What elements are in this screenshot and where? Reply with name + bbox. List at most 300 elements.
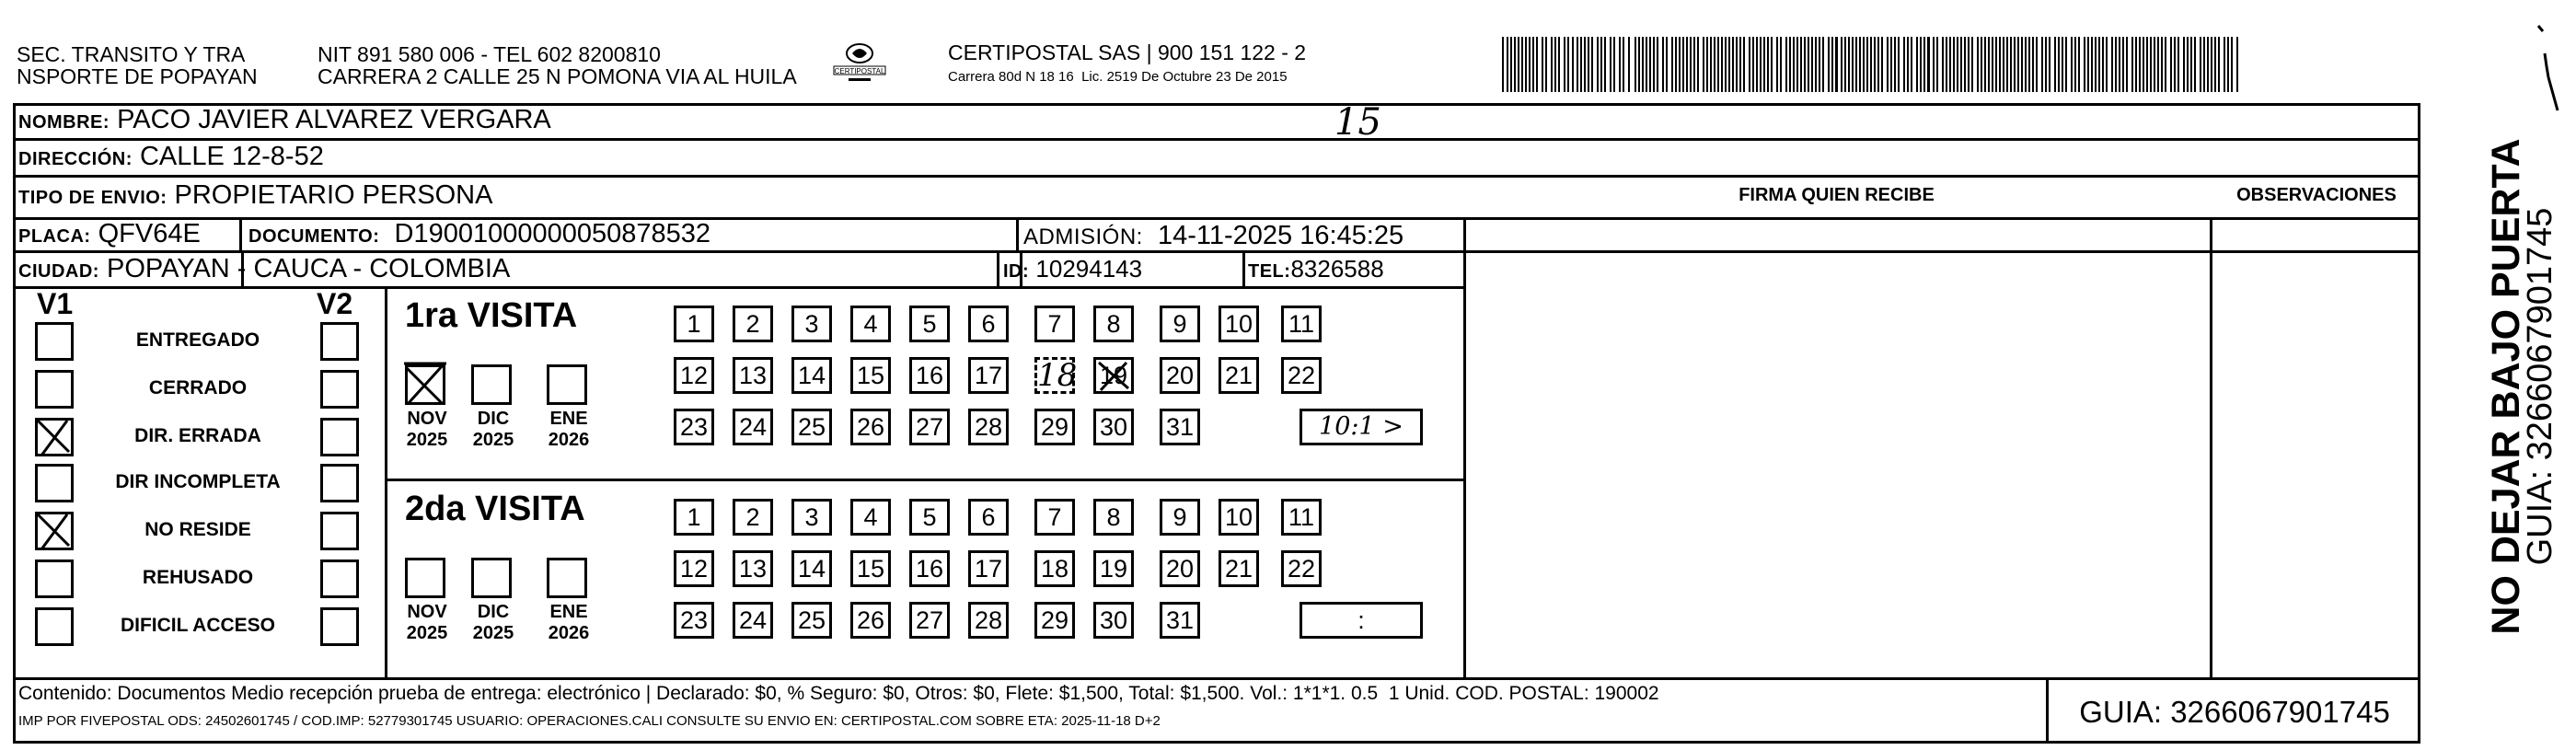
ciudad-value: POPAYAN - CAUCA - COLOMBIA [98, 254, 511, 283]
barcode-bar [2071, 37, 2073, 92]
id-label: ID: [1003, 261, 1030, 282]
day-box[interactable]: 25 [791, 602, 832, 639]
day-box[interactable]: 17 [968, 357, 1009, 394]
day-box[interactable]: 19 [1093, 550, 1134, 587]
barcode-bar [1653, 37, 1655, 92]
day-box[interactable]: 3 [791, 306, 832, 342]
admision-field [1023, 221, 1404, 252]
day-box[interactable]: 12 [674, 357, 714, 394]
firma-header: FIRMA QUIEN RECIBE [1739, 185, 1935, 205]
barcode-bar [1822, 37, 1824, 92]
barcode-bar [1776, 37, 1778, 92]
barcode-bar [1714, 37, 1715, 92]
barcode-bar [1898, 37, 1900, 92]
tipo-envio-label: TIPO DE ENVIO: [18, 188, 167, 208]
barcode-bar [1679, 37, 1681, 92]
barcode-bar [1558, 37, 1560, 92]
barcode-bar [2025, 37, 2027, 92]
barcode-bar [1903, 37, 1905, 92]
barcode-bar [1743, 37, 1745, 92]
barcode-bar [1613, 37, 1615, 92]
barcode-bar [2161, 37, 2163, 92]
status-item-label: NO RESIDE [144, 519, 251, 540]
status-item-label: DIR. ERRADA [134, 425, 261, 446]
barcode-bar [1502, 37, 1504, 92]
month-label [466, 409, 521, 451]
day-box[interactable]: 24 [733, 409, 773, 445]
row-divider [13, 677, 2420, 680]
barcode-bar [1933, 37, 1935, 92]
day-box[interactable]: 13 [733, 550, 773, 587]
barcode-bar [2194, 37, 2196, 92]
day-box[interactable]: 10 [1219, 306, 1259, 342]
barcode-bar [2187, 37, 2189, 92]
barcode-bar [1554, 37, 1556, 92]
day-box[interactable]: 9 [1160, 306, 1200, 342]
barcode-bar [1999, 37, 2001, 92]
barcode-bar [1863, 37, 1865, 92]
v1-checkbox[interactable] [35, 607, 74, 646]
status-item-label: DIFICIL ACCESO [120, 615, 275, 636]
barcode-bar [2054, 37, 2056, 92]
day-box[interactable]: 7 [1034, 499, 1075, 536]
admision-value: 14-11-2025 16:45:25 [1142, 221, 1404, 250]
barcode-bar [1657, 37, 1658, 92]
carrier-company-line: CERTIPOSTAL SAS | 900 151 122 - 2 [948, 40, 1307, 64]
day-box[interactable]: 29 [1034, 602, 1075, 639]
contenido-line: Contenido: Documentos Medio recepción prueba de entrega: electrónico | Declarado: $0, % Seguro: $0, Otros: $0, Flete: $1,500, Total: $1,500. Vol.: 1*1*1. 0.5 1 Unid. COD. POSTAL: 190002 [18, 683, 1659, 704]
day-box[interactable]: 27 [909, 409, 950, 445]
day-box[interactable]: 26 [850, 602, 891, 639]
barcode-bar [1728, 37, 1730, 92]
ciudad-field [18, 254, 510, 286]
barcode-bar [1721, 37, 1723, 92]
month-label [399, 602, 455, 644]
barcode-bar [2095, 37, 2097, 92]
month-checkbox[interactable] [547, 364, 587, 405]
v2-checkbox[interactable] [320, 418, 359, 456]
day-box[interactable]: 20 [1160, 357, 1200, 394]
barcode-bar [1957, 37, 1958, 92]
barcode-bar [1675, 37, 1677, 92]
day-box[interactable]: 16 [909, 357, 950, 394]
day-box[interactable]: 22 [1281, 357, 1322, 394]
barcode-bar [2146, 37, 2148, 92]
nombre-field [18, 105, 551, 137]
day-box[interactable]: 20 [1160, 550, 1200, 587]
day-box[interactable]: 31 [1160, 602, 1200, 639]
barcode-bar [1789, 37, 1791, 92]
barcode-bar [1866, 37, 1868, 92]
barcode-bar [1662, 37, 1664, 92]
barcode-bar [2231, 37, 2233, 92]
barcode-bar [1529, 37, 1531, 92]
tel-value: 8326588 [1290, 255, 1384, 283]
col-divider [997, 250, 999, 286]
barcode-bar [2190, 37, 2192, 92]
v1-checkbox[interactable] [35, 370, 74, 409]
barcode-bar [2087, 37, 2089, 92]
day-box[interactable]: 24 [733, 602, 773, 639]
month-year: 2025 [406, 623, 448, 643]
barcode-bar [1638, 37, 1640, 92]
month-label [399, 409, 455, 451]
v2-checkbox[interactable] [320, 560, 359, 598]
barcode-bar [1995, 37, 1997, 92]
barcode-bar [1984, 37, 1986, 92]
barcode-bar [1693, 37, 1695, 92]
month-checkbox[interactable] [547, 558, 587, 598]
sender-nit-line: NIT 891 580 006 - TEL 602 8200810 [318, 42, 661, 66]
day-box[interactable]: 16 [909, 550, 950, 587]
day-box[interactable]: 1 [674, 499, 714, 536]
barcode-bar [1881, 37, 1883, 92]
status-item-label: ENTREGADO [135, 329, 260, 351]
month-year: 2025 [472, 623, 514, 643]
barcode-bar [2041, 37, 2043, 92]
barcode-bar [1911, 37, 1912, 92]
barcode-bar [2119, 37, 2120, 92]
day-box[interactable]: 27 [909, 602, 950, 639]
header-divider [1463, 250, 2420, 253]
day-box[interactable]: 3 [791, 499, 832, 536]
month-checkbox[interactable] [471, 364, 512, 405]
barcode-bar [1936, 37, 1938, 92]
day-box[interactable]: 18 [1034, 357, 1075, 394]
barcode-bar [1887, 37, 1889, 92]
day-box[interactable]: 2 [733, 306, 773, 342]
barcode-bar [1780, 37, 1782, 92]
barcode-bar [1848, 37, 1850, 92]
barcode-bar [1831, 37, 1833, 92]
barcode-bar [2074, 37, 2076, 92]
barcode-bar [1763, 37, 1765, 92]
barcode-bar [1635, 37, 1636, 92]
day-box[interactable]: 10 [1219, 499, 1259, 536]
month-checkbox[interactable] [405, 364, 445, 405]
barcode-bar [2098, 37, 2100, 92]
day-box[interactable]: 28 [968, 602, 1009, 639]
barcode-bar [2203, 37, 2205, 92]
barcode-bar [2106, 37, 2108, 92]
tel-field [1248, 254, 1384, 286]
barcode-bar [2006, 37, 2008, 92]
barcode-bar [1536, 37, 1538, 92]
month-name: ENE [549, 602, 588, 622]
barcode-bar [1890, 37, 1892, 92]
barcode-bar [2084, 37, 2085, 92]
barcode-bar [1964, 37, 1966, 92]
barcode-bar [1567, 37, 1569, 92]
day-box[interactable]: 6 [968, 499, 1009, 536]
day-box[interactable]: 7 [1034, 306, 1075, 342]
barcode-bar [2174, 37, 2176, 92]
day-box[interactable]: 14 [791, 357, 832, 394]
time-box[interactable]: : [1300, 602, 1423, 639]
barcode-bar [1646, 37, 1647, 92]
barcode-bar [1739, 37, 1741, 92]
barcode-bar [2036, 37, 2038, 92]
barcode-bar [1841, 37, 1842, 92]
barcode-bar [1588, 37, 1589, 92]
barcode-bar [1642, 37, 1644, 92]
barcode-bar [1968, 37, 1970, 92]
barcode-bar [1619, 37, 1621, 92]
barcode-bar [1736, 37, 1738, 92]
barcode-bar [2126, 37, 2128, 92]
barcode-bar [2131, 37, 2133, 92]
day-box[interactable]: 4 [850, 499, 891, 536]
barcode-bar [1671, 37, 1673, 92]
day-box[interactable]: 14 [791, 550, 832, 587]
barcode-bar [1960, 37, 1962, 92]
v1-checkbox[interactable] [35, 418, 74, 456]
barcode-bar [2058, 37, 2060, 92]
ciudad-label: CIUDAD: [18, 261, 99, 282]
col-divider [1016, 217, 1019, 250]
barcode-bar [1628, 37, 1630, 92]
barcode-bar [2010, 37, 2012, 92]
day-box[interactable]: 15 [850, 550, 891, 587]
barcode-bar [2154, 37, 2155, 92]
day-box[interactable]: 8 [1093, 306, 1134, 342]
barcode-bar [2200, 37, 2201, 92]
barcode [1502, 37, 2244, 92]
documento-value: D19001000000050878532 [379, 219, 711, 248]
barcode-bar [2211, 37, 2212, 92]
barcode-bar [1852, 37, 1854, 92]
barcode-bar [1604, 37, 1606, 92]
month-checkbox[interactable] [405, 558, 445, 598]
barcode-bar [1682, 37, 1684, 92]
month-label [466, 602, 521, 644]
nombre-label: NOMBRE: [18, 112, 110, 133]
impresion-line: IMP POR FIVEPOSTAL ODS: 24502601745 / COD.IMP: 52779301745 USUARIO: OPERACIONES.CALI CONSULTE SU ENVIO EN: CERTIPOSTAL.COM SOBRE ETA: 2025-11-18 D+2 [18, 713, 1161, 729]
sender-entity-line2: NSPORTE DE POPAYAN [17, 64, 258, 88]
month-name: DIC [477, 409, 510, 429]
barcode-bar [2170, 37, 2172, 92]
barcode-bar [2065, 37, 2067, 92]
day-box[interactable]: 23 [674, 409, 714, 445]
barcode-bar [2224, 37, 2225, 92]
day-box[interactable]: 30 [1093, 602, 1134, 639]
barcode-bar [1597, 37, 1599, 92]
barcode-bar [1828, 37, 1830, 92]
v2-checkbox[interactable] [320, 607, 359, 646]
barcode-bar [1927, 37, 1930, 92]
barcode-bar [2157, 37, 2159, 92]
day-box[interactable]: 18 [1034, 550, 1075, 587]
id-value: 10294143 [1029, 255, 1143, 283]
day-box[interactable]: 21 [1219, 550, 1259, 587]
day-box[interactable]: 25 [791, 409, 832, 445]
side-guia: GUIA: 3266067901745 [2521, 207, 2559, 566]
month-year: 2026 [548, 430, 590, 450]
barcode-bar [2032, 37, 2034, 92]
status-item-label: DIR INCOMPLETA [115, 471, 281, 492]
barcode-bar [1545, 37, 1547, 92]
barcode-bar [2227, 37, 2229, 92]
barcode-bar [1988, 37, 1990, 92]
barcode-bar [1859, 37, 1861, 92]
barcode-bar [2165, 37, 2166, 92]
no-dejar-bajo-puerta: NO DEJAR BAJO PUERTA [2484, 138, 2528, 635]
v2-checkbox[interactable] [320, 512, 359, 550]
barcode-bar [2028, 37, 2030, 92]
barcode-bar [2017, 37, 2019, 92]
day-box[interactable]: 19 [1093, 357, 1134, 394]
day-box[interactable]: 8 [1093, 499, 1134, 536]
col-divider [385, 286, 387, 677]
barcode-bar [2078, 37, 2080, 92]
month-year: 2026 [548, 623, 590, 643]
v2-label: V2 [317, 287, 353, 320]
tipo-envio-value: PROPIETARIO PERSONA [167, 180, 493, 210]
day-box[interactable]: 21 [1219, 357, 1259, 394]
sender-address-line: CARRERA 2 CALLE 25 N POMONA VIA AL HUILA [318, 64, 797, 88]
day-box[interactable]: 12 [674, 550, 714, 587]
barcode-bar [2122, 37, 2124, 92]
nombre-value: PACO JAVIER ALVAREZ VERGARA [110, 105, 551, 134]
barcode-bar [1811, 37, 1813, 92]
barcode-bar [1725, 37, 1727, 92]
col-divider [239, 217, 242, 250]
barcode-bar [2135, 37, 2137, 92]
v1-checkbox[interactable] [35, 512, 74, 550]
barcode-bar [1710, 37, 1712, 92]
direccion-value: CALLE 12-8-52 [132, 142, 324, 171]
row-divider [13, 175, 2420, 178]
barcode-bar [1649, 37, 1651, 92]
day-box[interactable]: 31 [1160, 409, 1200, 445]
barcode-bar [1706, 37, 1708, 92]
month-name: NOV [407, 409, 447, 429]
barcode-bar [1542, 37, 1543, 92]
barcode-bar [2218, 37, 2220, 92]
barcode-bar [1942, 37, 1944, 92]
v2-checkbox[interactable] [320, 322, 359, 361]
barcode-bar [1623, 37, 1624, 92]
barcode-bar [1610, 37, 1611, 92]
v2-checkbox[interactable] [320, 464, 359, 502]
barcode-bar [2143, 37, 2144, 92]
time-box[interactable]: 10:1 > [1300, 409, 1423, 445]
placa-field [18, 219, 201, 251]
col-divider [1463, 217, 1466, 677]
day-box[interactable]: 11 [1281, 306, 1322, 342]
row-divider [13, 286, 1463, 289]
barcode-bar [1923, 37, 1925, 92]
id-field [1003, 254, 1142, 286]
month-checkbox[interactable] [471, 558, 512, 598]
second-visit-title: 2da VISITA [405, 490, 585, 528]
certipostal-logo [828, 37, 891, 88]
day-box[interactable]: 6 [968, 306, 1009, 342]
barcode-bar [1584, 37, 1586, 92]
day-box[interactable]: 11 [1281, 499, 1322, 536]
barcode-bar [1564, 37, 1565, 92]
day-box[interactable]: 9 [1160, 499, 1200, 536]
month-name: DIC [477, 602, 510, 622]
direccion-field [18, 142, 324, 174]
visit-divider [385, 479, 1463, 481]
day-box[interactable]: 2 [733, 499, 773, 536]
barcode-bar [1804, 37, 1806, 92]
barcode-bar [2091, 37, 2093, 92]
day-box[interactable]: 15 [850, 357, 891, 394]
tipo-envio-field [18, 180, 492, 213]
barcode-bar [1771, 37, 1773, 92]
v1-checkbox[interactable] [35, 464, 74, 502]
v1-checkbox[interactable] [35, 560, 74, 598]
barcode-bar [1855, 37, 1857, 92]
barcode-bar [1666, 37, 1668, 92]
barcode-bar [1953, 37, 1955, 92]
barcode-bar [2139, 37, 2141, 92]
barcode-bar [1756, 37, 1758, 92]
barcode-bar [1752, 37, 1754, 92]
day-box[interactable]: 13 [733, 357, 773, 394]
barcode-bar [1874, 37, 1876, 92]
barcode-bar [1793, 37, 1795, 92]
direccion-label: DIRECCIÓN: [18, 149, 133, 169]
placa-value: QFV64E [90, 219, 201, 248]
barcode-bar [1686, 37, 1688, 92]
status-item-label: CERRADO [148, 377, 248, 398]
day-box[interactable]: 5 [909, 306, 950, 342]
barcode-bar [2062, 37, 2063, 92]
barcode-bar [1835, 37, 1838, 92]
day-box[interactable]: 5 [909, 499, 950, 536]
day-box[interactable]: 26 [850, 409, 891, 445]
day-box[interactable]: 17 [968, 550, 1009, 587]
month-label [541, 602, 596, 644]
day-box[interactable]: 4 [850, 306, 891, 342]
barcode-bar [1697, 37, 1699, 92]
barcode-bar [1796, 37, 1798, 92]
barcode-bar [1949, 37, 1951, 92]
day-box[interactable]: 29 [1034, 409, 1075, 445]
v2-checkbox[interactable] [320, 370, 359, 409]
day-box[interactable]: 28 [968, 409, 1009, 445]
barcode-bar [2021, 37, 2023, 92]
day-box[interactable]: 23 [674, 602, 714, 639]
first-visit-title: 1ra VISITA [405, 296, 578, 335]
barcode-bar [1518, 37, 1519, 92]
day-box[interactable]: 30 [1093, 409, 1134, 445]
barcode-bar [1981, 37, 1982, 92]
v1-checkbox[interactable] [35, 322, 74, 361]
barcode-bar [1977, 37, 1979, 92]
barcode-bar [2045, 37, 2047, 92]
barcode-bar [1514, 37, 1516, 92]
barcode-bar [1916, 37, 1918, 92]
barcode-bar [1577, 37, 1578, 92]
day-box[interactable]: 22 [1281, 550, 1322, 587]
tel-label: TEL: [1248, 261, 1291, 282]
barcode-bar [1717, 37, 1719, 92]
barcode-bar [1525, 37, 1527, 92]
barcode-bar [1800, 37, 1802, 92]
observaciones-header: OBSERVACIONES [2236, 185, 2397, 205]
carrier-license-line: Carrera 80d N 18 16 Lic. 2519 De Octubre 23 De 2015 [948, 69, 1288, 85]
barcode-bar [1600, 37, 1602, 92]
barcode-bar [2207, 37, 2209, 92]
barcode-bar [1785, 37, 1787, 92]
month-name: NOV [407, 602, 447, 622]
day-box[interactable]: 1 [674, 306, 714, 342]
barcode-bar [1808, 37, 1809, 92]
